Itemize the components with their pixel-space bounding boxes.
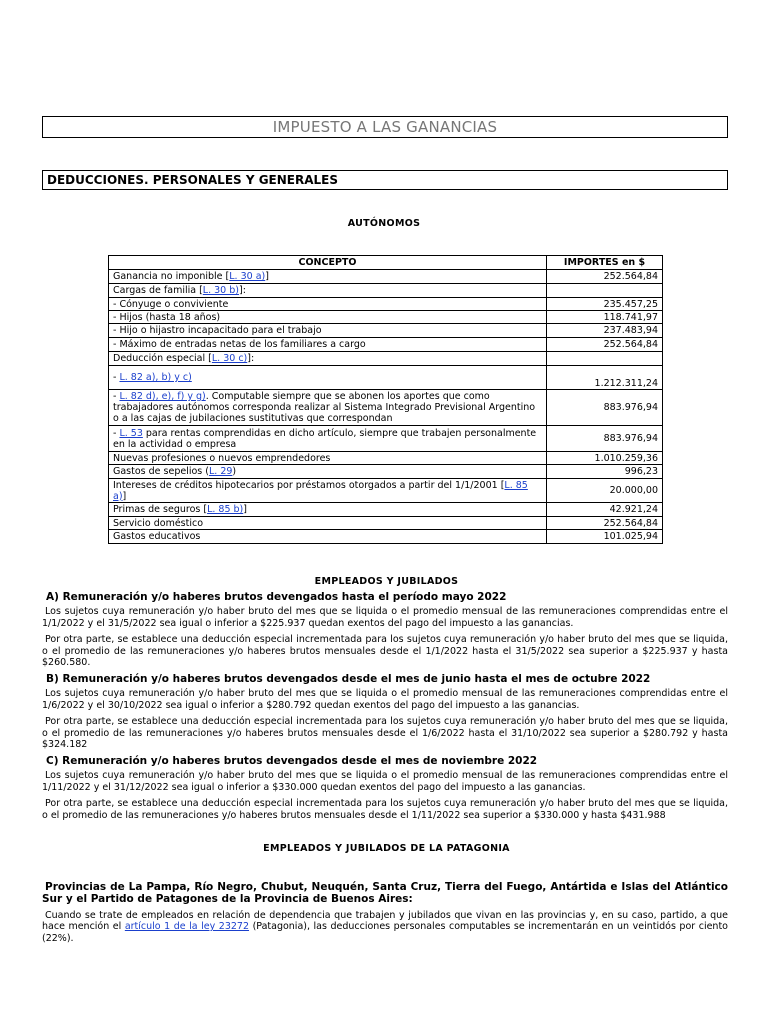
patagonia-text-post: (Patagonia), las deducciones personales computables se incrementarán en un veintidós por ciento (22%). [42, 921, 728, 944]
law-reference-link[interactable]: L. 30 b) [202, 285, 239, 296]
empleados-heading: EMPLEADOS Y JUBILADOS [314, 576, 459, 587]
page-title: IMPUESTO A LAS GANANCIAS [42, 116, 728, 138]
table-row [109, 390, 663, 426]
concept-cell [109, 366, 547, 390]
patagonia-heading: EMPLEADOS Y JUBILADOS DE LA PATAGONIA [263, 843, 510, 854]
concept-cell [109, 270, 547, 284]
concept-text-continued: ] [265, 271, 269, 282]
concept-cell [109, 311, 547, 324]
amount-cell: 118.741,97 [547, 311, 663, 324]
ley-23272-link[interactable]: artículo 1 de la ley 23272 [124, 921, 250, 932]
section-c-p2: Por otra parte, se establece una deducción especial incrementada para los sujetos cuya remuneración y/o haber bruto del mes que se liquida, o el promedio de las remuneraciones y/o haberes brutos mensuales desde el 1/11/2022 sea superior a $330.000 y hasta $431.988 [42, 798, 728, 821]
law-reference-link[interactable]: L. 85 b) [207, 504, 244, 515]
section-a-p2: Por otra parte, se establece una deducción especial incrementada para los sujetos cuya remuneración y/o haber bruto del mes que se liquida, o el promedio de las remuneraciones y/o haberes brutos mensuales desde el 1/1/2022 hasta el 31/5/2022 sea superior a $225.937 y hasta $260.580. [42, 634, 728, 668]
concept-text: - Hijo o hijastro incapacitado para el trabajo [113, 325, 322, 336]
amount-cell: 996,23 [547, 465, 663, 479]
table-header-row [109, 256, 663, 270]
concept-text: Cargas de familia [ [113, 285, 203, 296]
amount-header: IMPORTES en $ [547, 256, 663, 270]
law-reference-link[interactable]: L. 53 [119, 427, 143, 439]
concept-cell [109, 426, 547, 452]
table-row [109, 479, 663, 503]
patagonia-provinces: Provincias de La Pampa, Río Negro, Chubut, Neuquén, Santa Cruz, Tierra del Fuego, Antártida e Islas del Atlántico Sur y el Partido de Patagones de la Provincia de Buenos Aires: [42, 880, 728, 905]
concept-cell [109, 324, 547, 338]
concept-text: Ganancia no imponible [ [113, 271, 230, 282]
section-c-p1: Los sujetos cuya remuneración y/o haber bruto del mes que se liquida o el promedio mensual de las remuneraciones comprendidas entre el 1/11/2022 y el 31/12/2022 sea igual o inferior a $330.000 quedan exentos del pago del impuesto a las ganancias. [42, 770, 728, 793]
amount-cell: 20.000,00 [547, 479, 663, 503]
concept-text-continued: ] [122, 490, 127, 502]
amount-cell: 235.457,25 [547, 298, 663, 311]
concept-text: Gastos de sepelios ( [113, 466, 209, 477]
table-row [109, 311, 663, 324]
amount-cell: 883.976,94 [547, 426, 663, 452]
amount-cell: 252.564,84 [547, 270, 663, 284]
table-row [109, 298, 663, 311]
table-row [109, 517, 663, 530]
law-reference-link[interactable]: L. 82 d), e), f) y g) [119, 391, 206, 402]
table-row [109, 366, 663, 390]
concept-text: - [113, 391, 120, 402]
section-b-p2: Por otra parte, se establece una deducción especial incrementada para los sujetos cuya remuneración y/o haber bruto del mes que se liquida, o el promedio de las remuneraciones y/o haberes brutos mensuales desde el 1/6/2022 hasta el 31/10/2022 sea superior a $280.792 y hasta $324.182 [42, 716, 728, 750]
table-row [109, 284, 663, 298]
patagonia-text-pre: Cuando se trate de empleados en relación de dependencia que trabajen y jubilados que vivan en las provincias y, en su caso, partido, a que hace mención el [42, 909, 728, 932]
table-row [109, 452, 663, 465]
empleados-section [42, 576, 728, 949]
concept-text: Servicio doméstico [113, 517, 204, 529]
concept-cell [109, 517, 547, 530]
concept-text: - [113, 427, 120, 439]
concept-cell [109, 452, 547, 465]
concept-cell [109, 503, 547, 517]
amount-cell: 252.564,84 [547, 517, 663, 530]
concept-text-continued: ) [232, 466, 237, 477]
concept-text: Intereses de créditos hipotecarios por préstamos otorgados a partir del 1/1/2001 [ [113, 479, 505, 491]
table-row [109, 465, 663, 479]
table-row [109, 352, 663, 366]
amount-cell: 237.483,94 [547, 324, 663, 338]
concept-cell [109, 530, 547, 544]
concept-text: - Hijos (hasta 18 años) [113, 311, 221, 323]
amount-cell [547, 352, 663, 366]
concept-cell [109, 465, 547, 479]
section-c-title: C) Remuneración y/o haberes brutos devengados desde el mes de noviembre 2022 [46, 754, 538, 767]
concept-cell [109, 352, 547, 366]
concept-cell [109, 284, 547, 298]
concept-text: Primas de seguros [ [113, 504, 208, 515]
concept-text: Deducción especial [ [113, 353, 212, 364]
section-a-p1: Los sujetos cuya remuneración y/o haber bruto del mes que se liquida o el promedio mensual de las remuneraciones comprendidas entre el 1/1/2022 y el 31/5/2022 sea igual o inferior a $225.937 quedan exentos del pago del impuesto a las ganancias. [42, 606, 728, 629]
concept-cell [109, 298, 547, 311]
concept-text-continued: . Computable siempre que se abonen los aportes que como trabajadores autónomos corresponda realizar al Sistema Integrado Previsional Argentino o a las cajas de jubilaciones sustitutivas que correspondan [113, 391, 536, 424]
table-row [109, 324, 663, 338]
concept-header: CONCEPTO [109, 256, 547, 270]
table-row [109, 338, 663, 352]
amount-cell: 42.921,24 [547, 503, 663, 517]
concept-text: - [113, 372, 120, 383]
concept-text-continued: ]: [238, 285, 246, 296]
amount-cell: 1.212.311,24 [547, 366, 663, 390]
autonomos-heading: AUTÓNOMOS [347, 218, 421, 229]
amount-cell [547, 284, 663, 298]
concept-text: Gastos educativos [113, 531, 201, 542]
concept-text-continued: ]: [247, 353, 255, 364]
law-reference-link[interactable]: L. 82 a), b) y c) [119, 372, 192, 383]
table-row [109, 503, 663, 517]
table-row [109, 426, 663, 452]
concept-text-continued: ] [243, 504, 247, 515]
concept-text: - Máximo de entradas netas de los familiares a cargo [113, 339, 366, 350]
concept-text-continued: para rentas comprendidas en dicho artículo, siempre que trabajen personalmente en la actividad o empresa [113, 427, 537, 450]
law-reference-link[interactable]: L. 30 a) [229, 271, 266, 282]
amount-cell: 252.564,84 [547, 338, 663, 352]
law-reference-link[interactable]: L. 30 c) [211, 353, 248, 364]
table-row [109, 270, 663, 284]
amount-cell: 1.010.259,36 [547, 452, 663, 465]
section-subtitle: DEDUCCIONES. PERSONALES Y GENERALES [42, 170, 728, 190]
deductions-table [108, 255, 663, 544]
section-b-title: B) Remuneración y/o haberes brutos devengados desde el mes de junio hasta el mes de octubre 2022 [46, 672, 651, 685]
amount-cell: 101.025,94 [547, 530, 663, 544]
concept-text: Nuevas profesiones o nuevos emprendedores [113, 452, 331, 464]
law-reference-link[interactable]: L. 85 a) [113, 479, 528, 502]
law-reference-link[interactable]: L. 29 [208, 466, 233, 477]
concept-text: - Cónyuge o conviviente [113, 298, 229, 310]
section-a-title: A) Remuneración y/o haberes brutos devengados hasta el período mayo 2022 [46, 590, 507, 603]
section-b-p1: Los sujetos cuya remuneración y/o haber bruto del mes que se liquida o el promedio mensual de las remuneraciones comprendidas entre el 1/6/2022 y el 30/10/2022 sea igual o inferior a $280.792 quedan exentos del pago del impuesto a las ganancias. [42, 688, 728, 711]
concept-cell [109, 479, 547, 503]
concept-cell [109, 390, 547, 426]
table-row [109, 530, 663, 544]
concept-cell [109, 338, 547, 352]
patagonia-text [42, 910, 728, 945]
amount-cell: 883.976,94 [547, 390, 663, 426]
